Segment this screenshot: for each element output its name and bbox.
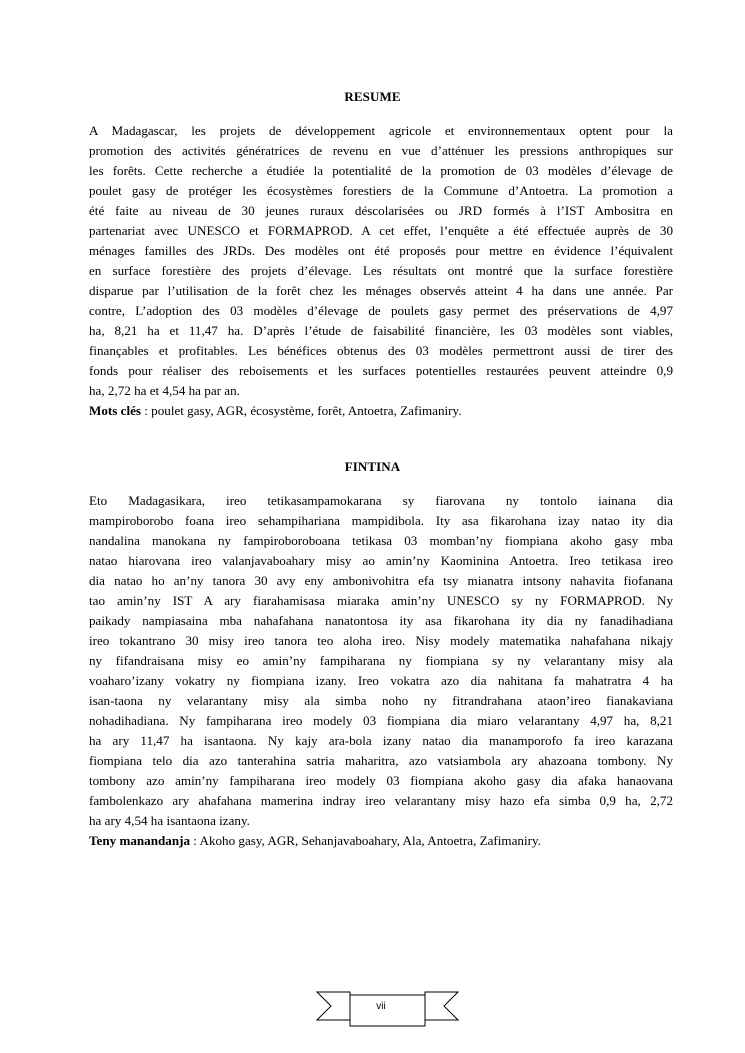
resume-line: A Madagascar, les projets de développement agricole et environnementaux optent pour la xyxy=(89,123,673,138)
fintina-paragraph xyxy=(89,491,673,831)
fintina-line: dia natao ho an’ny tanora 30 avy eny ambonivohitra efa tsy mianatra intsony nahavita fiofanana xyxy=(89,573,673,588)
fintina-line: ha ary 4,54 ha isantaona izany. xyxy=(89,813,250,828)
resume-line: partenariat avec UNESCO et FORMAPROD. A cet effet, l’enquête a été effectuée auprès de 30 xyxy=(89,223,673,238)
resume-line: les forêts. Cette recherche a étudiée la potentialité de la promotion de 03 modèles d’élevage de xyxy=(89,163,673,178)
fintina-keywords-label: Teny manandanja xyxy=(89,833,191,848)
fintina-line: nohadihadiana. Ny fampiharana ireo modely 03 fiompiana dia miaro velarantany 4,97 ha, 8,21 xyxy=(89,713,673,728)
resume-title: RESUME xyxy=(344,89,401,104)
fintina-line: isan-taona ny velarantany misy ala simba noho ny fitrandrahana ataon’ireo fianakaviana xyxy=(89,693,673,708)
fintina-keywords xyxy=(89,831,689,851)
resume-line: été faite au niveau de 30 jeunes ruraux déscolarisées ou JRD formés à l’IST Ambositra en xyxy=(89,203,673,218)
fintina-line: paikady nampiasaina mba nahafahana nanatontosa ity asa fikarohana ity dia ny fanadihadiana xyxy=(89,613,673,628)
fintina-line: fambolenkazo ary ahafahana mamerina indray ireo velarantany misy hazo efa simba 0,9 ha, 2,72 xyxy=(89,793,673,808)
resume-keywords xyxy=(89,401,689,421)
resume-line: ménages familles des JRDs. Des modèles ont été proposés pour mettre en évidence l’équivalent xyxy=(89,243,673,258)
resume-keywords-text: : poulet gasy, AGR, écosystème, forêt, Antoetra, Zafimaniry. xyxy=(141,403,462,418)
fintina-keywords-text: : Akoho gasy, AGR, Sehanjavaboahary, Ala, Antoetra, Zafimaniry. xyxy=(190,833,541,848)
fintina-line: mampiroborobo foana ireo sehampihariana mampidibola. Ity asa fikarohana izay natao ity dia xyxy=(89,513,673,528)
resume-line: contre, L’adoption des 03 modèles d’élevage de poulets gasy permet des préservations de 4,97 xyxy=(89,303,673,318)
fintina-line: ny fifandraisana misy eo amin’ny fampiharana ny fiompiana sy ny velarantany misy ala xyxy=(89,653,673,668)
fintina-title: FINTINA xyxy=(344,459,401,474)
resume-line: ha, 2,72 ha et 4,54 ha par an. xyxy=(89,383,240,398)
resume-line: fonds pour réaliser des reboisements et les surfaces potentielles restaurées peuvent atteindre 0,9 xyxy=(89,363,673,378)
page-number: vii xyxy=(376,1001,386,1012)
resume-line: ha, 8,21 ha et 11,47 ha. D’après l’étude de faisabilité financière, les 03 modèles sont viables, xyxy=(89,323,673,338)
resume-paragraph xyxy=(89,121,673,401)
resume-line: disparue par l’utilisation de la forêt chez les ménages observés atteint 4 ha dans une année. Par xyxy=(89,283,673,298)
fintina-line: fiompiana telo dia azo tanterahina satria maharitra, azo vatsiambola ary ahazoana tombony. Ny xyxy=(89,753,673,768)
fintina-line: ireo tokantrano 30 misy ireo tanora teo aloha ireo. Nisy modely matematika nahafahana nikajy xyxy=(89,633,673,648)
resume-line: finançables et profitables. Les bénéfices obtenus des 03 modèles permettront aussi de tirer des xyxy=(89,343,673,358)
resume-keywords-label: Mots clés xyxy=(89,403,141,418)
fintina-line: natao hiarovana ireo valanjavaboahary misy ao amin’ny Kaominina Antoetra. Ireo tetikasa ireo xyxy=(89,553,673,568)
fintina-line: tombony azo amin’ny fampiharana ireo modely 03 fiompiana akoho gasy dia afaka hanaovana xyxy=(89,773,673,788)
resume-line: promotion des activités génératrices de revenu en vue d’atténuer les pressions anthropiques sur xyxy=(89,143,673,158)
fintina-line: ha ary 11,47 ha isantaona. Ny kajy ara-bola izany natao dia manamporofo fa ireo karazana xyxy=(89,733,673,748)
resume-line: en surface forestière des projets d’élevage. Les résultats ont montré que la surface forestière xyxy=(89,263,673,278)
fintina-line: Eto Madagasikara, ireo tetikasampamokarana sy fiarovana ny tontolo iainana dia xyxy=(89,493,673,508)
resume-line: poulet gasy de protéger les écosystèmes forestiers de la Commune d’Antoetra. La promotion a xyxy=(89,183,673,198)
fintina-line: voaharo’izany vokatry ny fiompiana izany. Ireo vokatra azo dia nahitana fa mahatratra 4 ha xyxy=(89,673,673,688)
fintina-line: tao amin’ny IST A ary fiarahamisasa miaraka amin’ny UNESCO sy ny FORMAPROD. Ny xyxy=(89,593,673,608)
fintina-line: nandalina manokana ny fampiroboroboana tetikasa 03 momban’ny fiompiana akoho gasy mba xyxy=(89,533,673,548)
